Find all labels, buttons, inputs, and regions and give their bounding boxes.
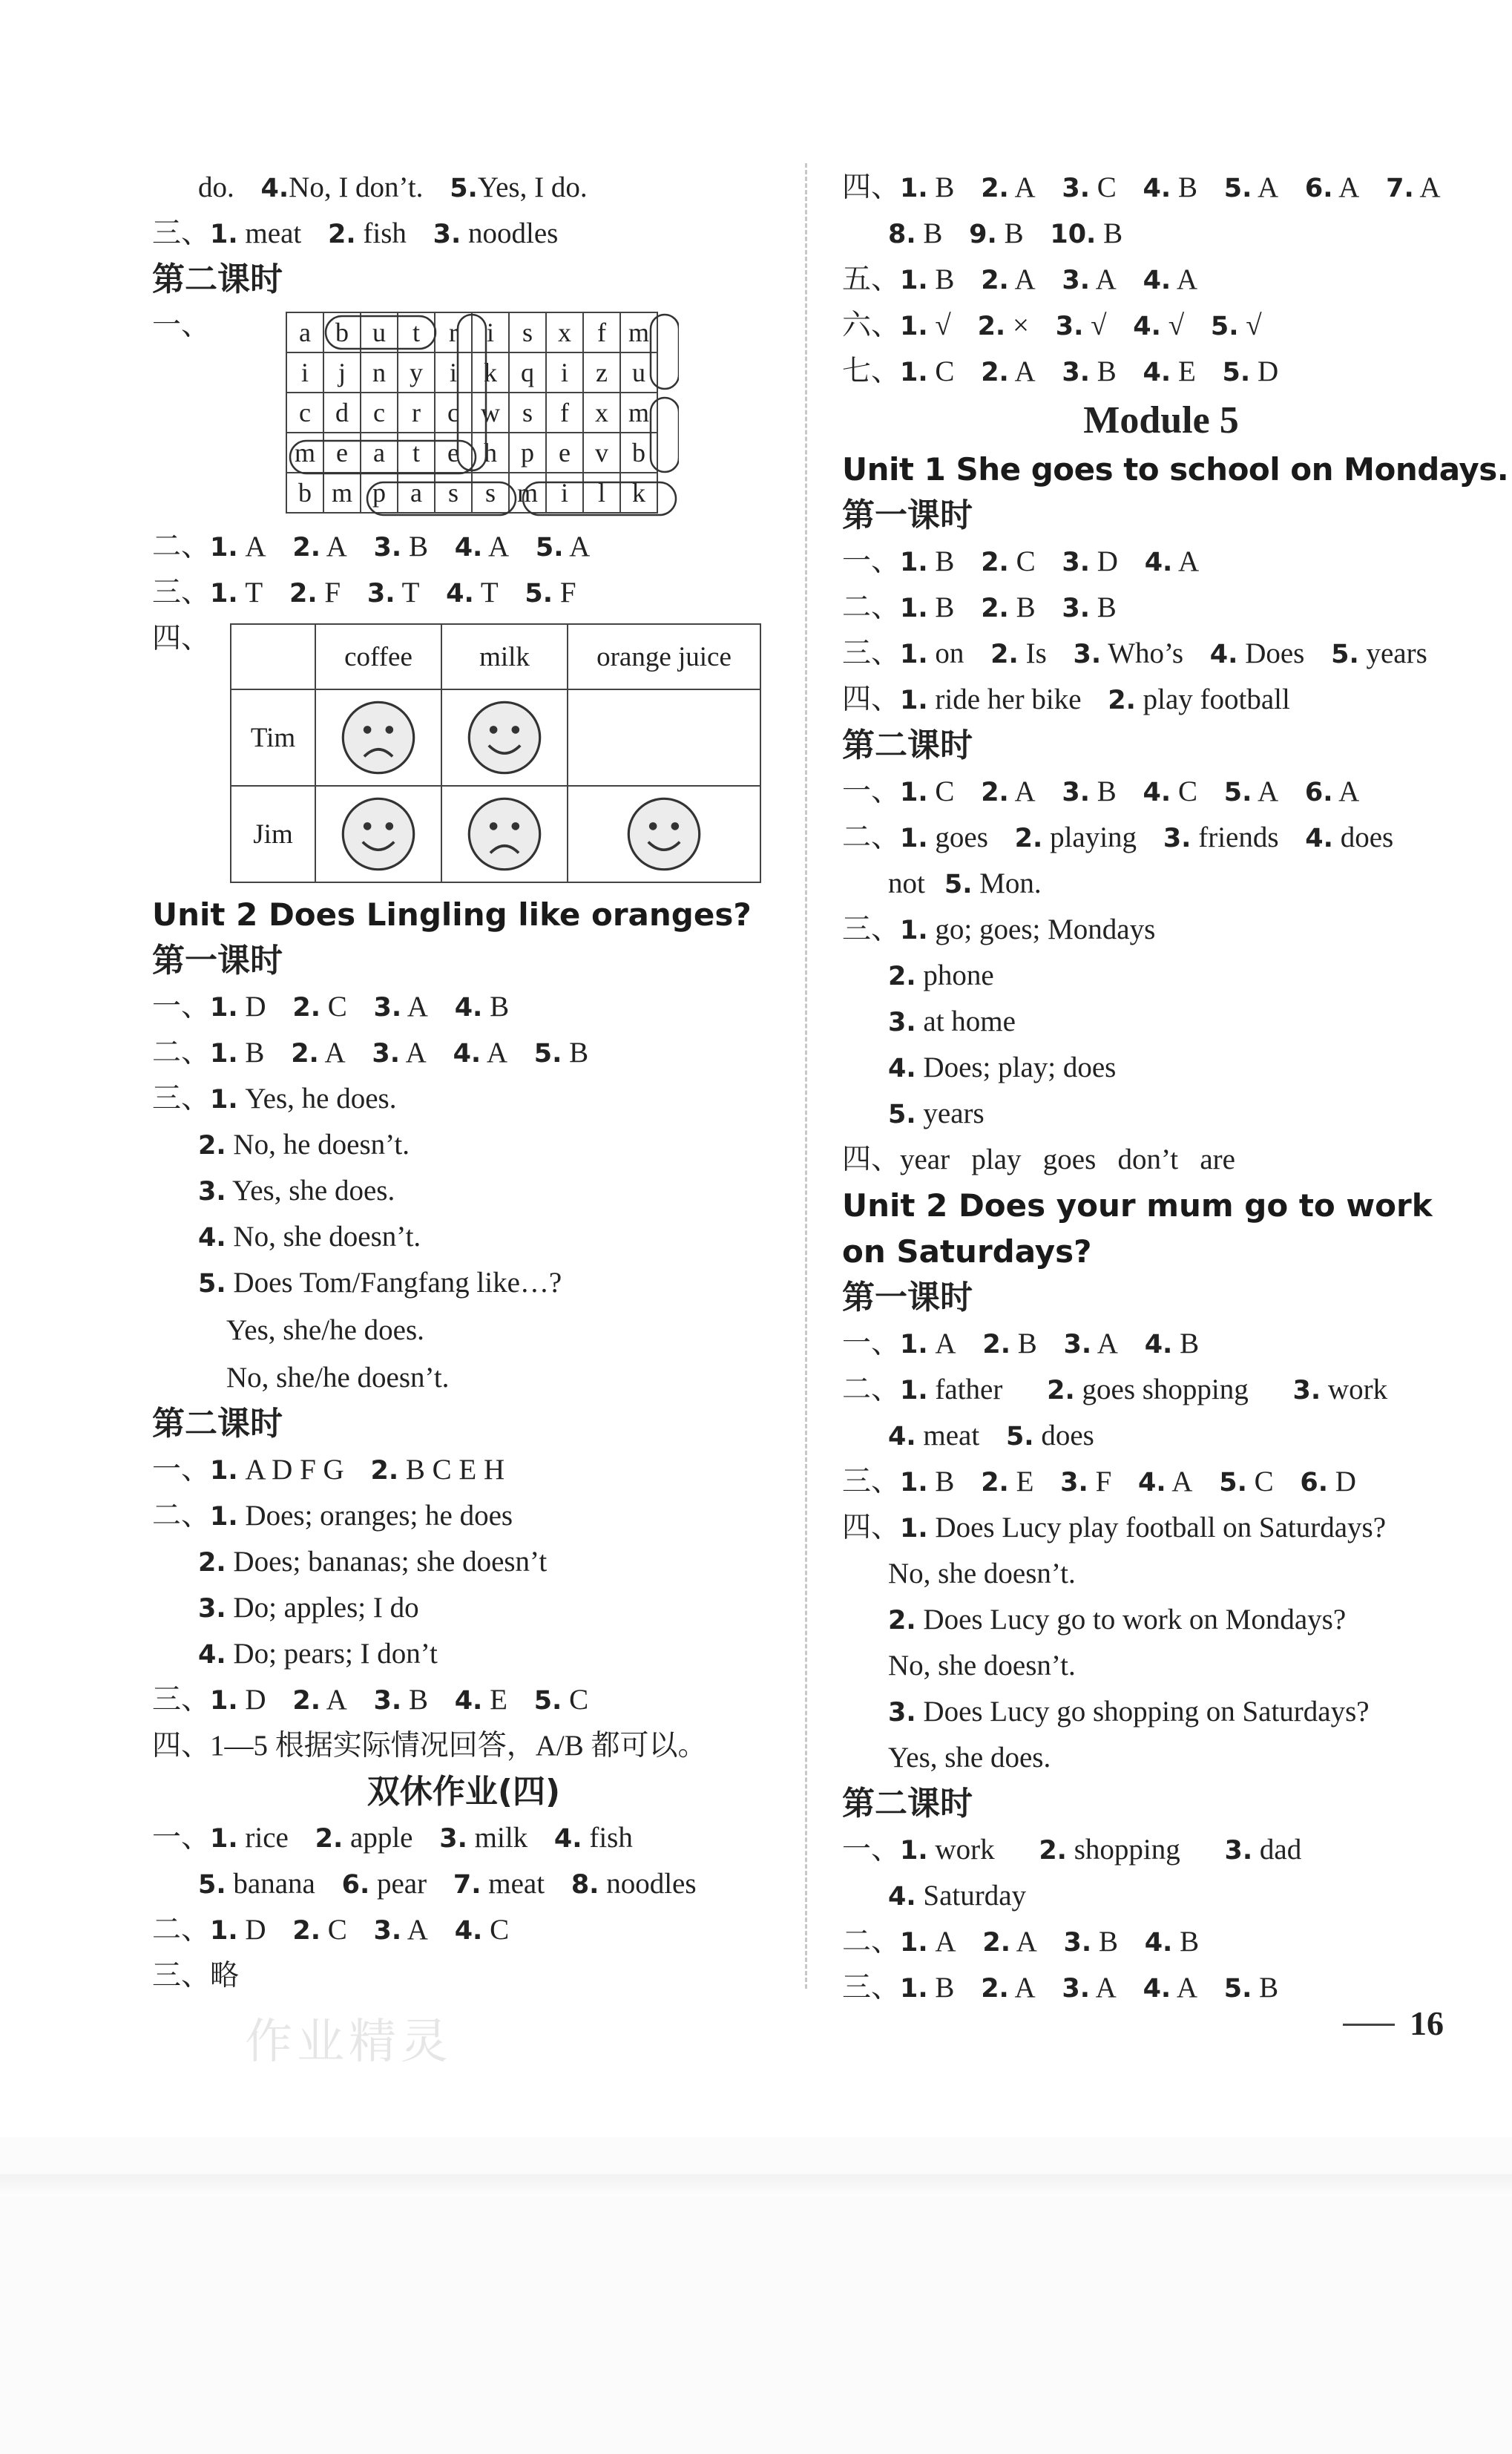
grid-cell: v — [583, 433, 620, 473]
circle-meat — [290, 441, 476, 473]
grid-cell: e — [323, 433, 361, 473]
sad-face-icon — [339, 698, 418, 777]
answer-line: 一、1. work 2. shopping 3. dad — [842, 1834, 1302, 1866]
answer-line: No, she/he doesn’t. — [226, 1362, 450, 1394]
grid-cell: m — [620, 393, 657, 433]
grid-cell: n — [361, 352, 398, 393]
section-label: 四、 — [152, 623, 211, 654]
answer-line: 2. Does Lucy go to work on Mondays? — [888, 1604, 1347, 1636]
answer-line: 二、1. A 2. A 3. B 4. A 5. A — [152, 531, 591, 562]
watermark: 作业精灵 — [245, 2015, 453, 2070]
answer-line: 二、1. B 2. A 3. A 4. A 5. B — [152, 1037, 589, 1069]
grid-cell: r — [398, 393, 435, 433]
circle-pass — [367, 482, 516, 515]
answer-line: 5. banana 6. pear 7. meat 8. noodles — [198, 1868, 697, 1900]
answer-line: 四、1—5 根据实际情况回答，A/B 都可以。 — [152, 1730, 707, 1762]
answer-line: No, she doesn’t. — [888, 1558, 1076, 1589]
answer-line: 2. phone — [888, 959, 994, 991]
answer-line: 二、1. father 2. goes shopping 3. work — [842, 1374, 1388, 1405]
answer-line: 二、1. D 2. C 3. A 4. C — [152, 1914, 510, 1946]
answer-line: 三、1. D 2. A 3. B 4. E 5. C — [152, 1684, 589, 1716]
grid-cell: s — [509, 312, 546, 352]
answer-line: 4. meat 5. does — [888, 1420, 1094, 1451]
table-cell — [441, 689, 568, 786]
answer-line: 一、1. A 2. B 3. A 4. B — [842, 1328, 1200, 1359]
drinks-table — [230, 623, 761, 883]
table-cell — [315, 786, 441, 882]
grid-cell: w — [472, 393, 509, 433]
grid-cell: q — [509, 352, 546, 393]
answer-line: 3. Yes, she does. — [198, 1175, 395, 1207]
grid-cell: k — [620, 473, 657, 513]
scan-shadow — [0, 2174, 1512, 2197]
word-search — [152, 303, 775, 524]
answer-line: 5. Does Tom/Fangfang like…? — [198, 1267, 562, 1299]
grid-cell: y — [398, 352, 435, 393]
circle-milk — [523, 482, 676, 515]
sad-face-icon — [465, 795, 544, 873]
table-row — [231, 689, 760, 786]
grid-cell: e — [435, 433, 472, 473]
answer-line: 四、1. ride her bike 2. play football — [842, 683, 1290, 715]
grid-cell: c — [286, 393, 323, 433]
grid-cell: u — [620, 352, 657, 393]
grid-cell: t — [398, 433, 435, 473]
answer-line: do. 4.No, I don’t. 5.Yes, I do. — [198, 171, 588, 203]
answer-line: 三、1. meat 2. fish 3. noodles — [152, 217, 559, 249]
grid-cell: b — [620, 433, 657, 473]
corner-cell — [231, 624, 315, 689]
answer-line: 五、1. B 2. A 3. A 4. A — [842, 263, 1197, 295]
answer-line: 三、1. go; goes; Mondays — [842, 913, 1156, 945]
grid-cell: i — [472, 312, 509, 352]
lesson-heading: 第一课时 — [842, 1279, 973, 1316]
answer-line: Yes, she does. — [888, 1742, 1051, 1774]
answer-line: 4. No, she doesn’t. — [198, 1221, 421, 1253]
answer-line: Yes, she/he does. — [226, 1314, 424, 1346]
answer-line: 四、1. B 2. A 3. C 4. B 5. A 6. A 7. A — [842, 171, 1441, 203]
unit-title-continued: on Saturdays? — [842, 1233, 1092, 1270]
right-column — [842, 165, 1509, 2011]
circle-but — [326, 316, 435, 349]
grid-cell: u — [361, 312, 398, 352]
drinks-table-block — [152, 616, 775, 892]
answer-line: 一、1. A D F G 2. B C E H — [152, 1454, 505, 1486]
row-header: Tim — [231, 689, 315, 786]
grid-cell: c — [435, 393, 472, 433]
column-header: coffee — [315, 624, 441, 689]
section-label: 一、 — [152, 309, 211, 341]
grid-cell: l — [583, 473, 620, 513]
answer-line: 5. years — [888, 1098, 985, 1129]
table-row — [231, 786, 760, 882]
grid-cell: t — [398, 312, 435, 352]
lesson-heading: 第二课时 — [152, 1405, 283, 1443]
page-number-rule — [1343, 2024, 1395, 2026]
answer-line: 二、1. B 2. B 3. B — [842, 591, 1117, 623]
table-cell — [568, 689, 760, 786]
grid-cell: c — [361, 393, 398, 433]
answer-line: 一、1. B 2. C 3. D 4. A — [842, 545, 1200, 577]
grid-cell: b — [323, 312, 361, 352]
table-cell — [568, 786, 760, 882]
answer-line: 一、1. rice 2. apple 3. milk 4. fish — [152, 1822, 633, 1854]
lesson-heading: 第二课时 — [152, 260, 283, 298]
column-header: milk — [441, 624, 568, 689]
answer-line: 2. Does; bananas; she doesn’t — [198, 1546, 548, 1578]
answer-line: 四、1. Does Lucy play football on Saturdays? — [842, 1512, 1387, 1543]
grid-cell: m — [286, 433, 323, 473]
answer-line: 三、1. B 2. E 3. F 4. A 5. C 6. D — [842, 1466, 1356, 1497]
grid-cell: f — [583, 312, 620, 352]
grid-cell: j — [323, 352, 361, 393]
column-header: orange juice — [568, 624, 760, 689]
grid-cell: m — [323, 473, 361, 513]
circle-mum — [651, 315, 679, 389]
answer-line: 三、略 — [152, 1960, 240, 1992]
answer-line: 4. Do; pears; I don’t — [198, 1638, 438, 1670]
answer-line: 三、1. B 2. A 3. A 4. A 5. B — [842, 1972, 1279, 2004]
lesson-heading: 第一课时 — [842, 496, 973, 534]
answer-line: 二、1. Does; oranges; he does — [152, 1500, 513, 1532]
answer-line: 三、1. Yes, he does. — [152, 1083, 397, 1115]
answer-line: 六、1. √ 2. × 3. √ 4. √ 5. √ — [842, 309, 1262, 341]
table-cell — [315, 689, 441, 786]
word-search-answer-marks — [286, 312, 679, 527]
answer-line: 二、1. A 2. A 3. B 4. B — [842, 1926, 1200, 1958]
grid-cell: a — [361, 433, 398, 473]
answer-line: 一、1. C 2. A 3. B 4. C 5. A 6. A — [842, 775, 1360, 807]
answer-line: not 5. Mon. — [888, 867, 1042, 899]
grid-cell: i — [546, 352, 583, 393]
column-divider — [805, 163, 807, 1989]
grid-cell: h — [472, 433, 509, 473]
happy-face-icon — [465, 698, 544, 777]
grid-cell: i — [435, 352, 472, 393]
unit-title: Unit 2 Does your mum go to work — [842, 1187, 1433, 1224]
answer-line: 3. at home — [888, 1005, 1016, 1037]
answer-line: 4. Does; play; does — [888, 1052, 1117, 1083]
happy-face-icon — [339, 795, 418, 873]
grid-cell: i — [546, 473, 583, 513]
grid-cell: a — [398, 473, 435, 513]
unit-title: Unit 1 She goes to school on Mondays. — [842, 451, 1509, 488]
grid-cell: i — [286, 352, 323, 393]
answer-line: 8. B 9. B 10. B — [888, 217, 1123, 249]
table-cell — [441, 786, 568, 882]
grid-cell: x — [546, 312, 583, 352]
answer-line: 一、1. D 2. C 3. A 4. B — [152, 991, 510, 1023]
grid-cell: d — [323, 393, 361, 433]
grid-cell: p — [361, 473, 398, 513]
table-header-row — [231, 624, 760, 689]
unit-title: Unit 2 Does Lingling like oranges? — [152, 896, 752, 933]
grid-cell: k — [472, 352, 509, 393]
grid-cell: s — [509, 393, 546, 433]
grid-cell: r — [435, 312, 472, 352]
left-column — [152, 165, 775, 1999]
grid-cell: s — [435, 473, 472, 513]
module-title: Module 5 — [1083, 399, 1239, 442]
answer-line: 3. Does Lucy go shopping on Saturdays? — [888, 1696, 1370, 1728]
section-title: 双休作业(四) — [367, 1773, 561, 1811]
grid-cell: p — [509, 433, 546, 473]
lesson-heading: 第二课时 — [842, 726, 973, 764]
row-header: Jim — [231, 786, 315, 882]
answer-line: 三、1. on 2. Is 3. Who’s 4. Does 5. years — [842, 637, 1427, 669]
lesson-heading: 第一课时 — [152, 942, 283, 980]
grid-cell: e — [546, 433, 583, 473]
answer-line: 七、1. C 2. A 3. B 4. E 5. D — [842, 355, 1279, 387]
answer-line: No, she doesn’t. — [888, 1650, 1076, 1682]
grid-cell: m — [509, 473, 546, 513]
lesson-heading: 第二课时 — [842, 1785, 973, 1823]
grid-cell: s — [472, 473, 509, 513]
answer-line: 4. Saturday — [888, 1880, 1027, 1912]
grid-cell: b — [286, 473, 323, 513]
answer-line: 四、year play goes don’t are — [842, 1144, 1235, 1175]
grid-cell: z — [583, 352, 620, 393]
circle-mb — [651, 398, 679, 472]
grid-cell: a — [286, 312, 323, 352]
happy-face-icon — [625, 795, 703, 873]
answer-line: 2. No, he doesn’t. — [198, 1129, 410, 1161]
page-number: 16 — [1410, 2004, 1444, 2042]
grid-cell: x — [583, 393, 620, 433]
grid-cell: m — [620, 312, 657, 352]
answer-line: 三、1. T 2. F 3. T 4. T 5. F — [152, 577, 576, 608]
answer-line: 3. Do; apples; I do — [198, 1592, 419, 1624]
grid-cell: f — [546, 393, 583, 433]
answer-line: 二、1. goes 2. playing 3. friends 4. does — [842, 821, 1394, 853]
